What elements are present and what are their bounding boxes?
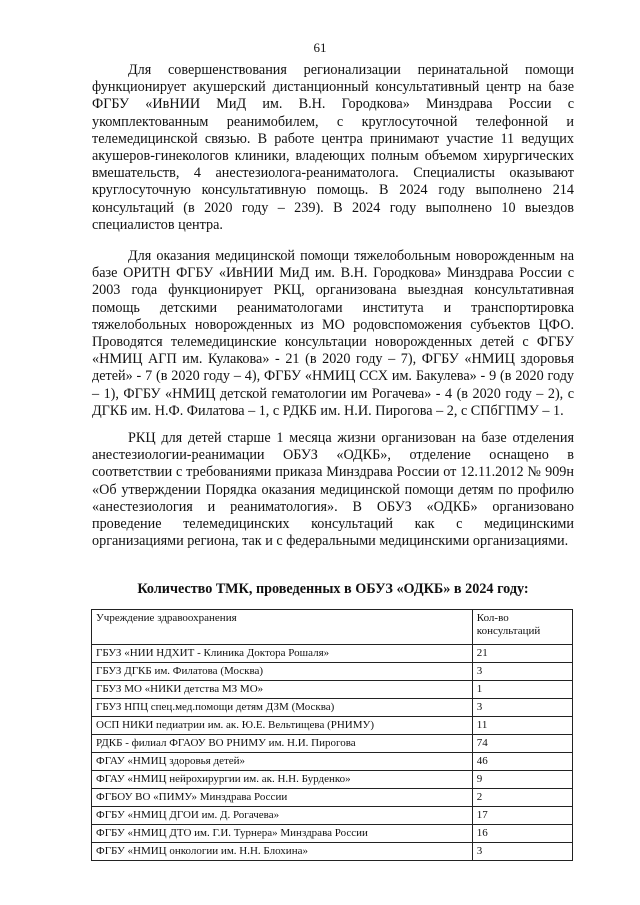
institution-cell: ФГАУ «НМИЦ здоровья детей» (92, 753, 473, 771)
count-cell: 2 (472, 789, 572, 807)
count-cell: 17 (472, 807, 572, 825)
table-row (92, 663, 573, 681)
table-row (92, 735, 573, 753)
table-row (92, 645, 573, 663)
count-cell: 16 (472, 825, 572, 843)
institution-cell: ФГБУ «НМИЦ ДГОИ им. Д. Рогачева» (92, 807, 473, 825)
header-institution: Учреждение здравоохранения (92, 610, 473, 645)
table-title: Количество ТМК, проведенных в ОБУЗ «ОДКБ» в 2024 году: (137, 581, 529, 597)
count-cell: 1 (472, 681, 572, 699)
count-cell: 46 (472, 753, 572, 771)
count-cell: 3 (472, 663, 572, 681)
institution-cell: ФГБОУ ВО «ПИМУ» Минздрава России (92, 789, 473, 807)
paragraph-text: Для совершенствования регионализации перинатальной помощи функционирует акушерский дистанционный консультативный центр на базе ФГБУ «ИвНИИ МиД им. В.Н. Городкова» Минздрава России с укомплектованным реанимобилем, с круглосуточной телефонной и телемедицинской связью. В работе центра принимают участие 11 ведущих акушеров-гинекологов клиники, владеющих полным объемом хирургических вмешательств, 4 анестезиолога-реаниматолога. Специалисты оказывают круглосуточную консультативную помощь. В 2024 году выполнено 214 консультаций (в 2020 году – 239). В 2024 году выполнено 10 выездов специалистов центра. (92, 62, 574, 233)
table-row (92, 717, 573, 735)
institution-cell: ФГБУ «НМИЦ онкологии им. Н.Н. Блохина» (92, 843, 473, 861)
institution-cell: РДКБ - филиал ФГАОУ ВО РНИМУ им. Н.И. Пирогова (92, 735, 473, 753)
institution-cell: ГБУЗ ДГКБ им. Филатова (Москва) (92, 663, 473, 681)
table-row (92, 789, 573, 807)
paragraph-2 (92, 248, 574, 420)
count-cell: 9 (472, 771, 572, 789)
count-cell: 74 (472, 735, 572, 753)
page-number: 61 (313, 40, 327, 55)
header-count: Кол-во консультаций (472, 610, 572, 645)
table-header-row (92, 610, 573, 645)
table-row (92, 771, 573, 789)
paragraph-1 (92, 62, 574, 234)
paragraph-3 (92, 430, 574, 550)
table-row (92, 807, 573, 825)
count-cell: 11 (472, 717, 572, 735)
table-row (92, 843, 573, 861)
count-cell: 21 (472, 645, 572, 663)
tmk-table (91, 609, 573, 861)
institution-cell: ФГАУ «НМИЦ нейрохирургии им. ак. Н.Н. Бурденко» (92, 771, 473, 789)
table-row (92, 753, 573, 771)
institution-cell: ФГБУ «НМИЦ ДТО им. Г.И. Турнера» Минздрава России (92, 825, 473, 843)
table-row (92, 681, 573, 699)
institution-cell: ГБУЗ МО «НИКИ детства МЗ МО» (92, 681, 473, 699)
paragraph-text: РКЦ для детей старше 1 месяца жизни организован на базе отделения анестезиологии-реанимации ОБУЗ «ОДКБ», отделение оснащено в соответствии с требованиями приказа Минздрава России от 12.11.2012 № 909н «Об утверждении Порядка оказания медицинской помощи детям по профилю «анестезиология и реаниматология». В ОБУЗ «ОДКБ» организовано проведение телемедицинских консультаций как с медицинскими организациями региона, так и с федеральными медицинскими организациями. (92, 430, 574, 550)
table-row (92, 699, 573, 717)
institution-cell: ГБУЗ НПЦ спец.мед.помощи детям ДЗМ (Москва) (92, 699, 473, 717)
institution-cell: ГБУЗ «НИИ НДХИТ - Клиника Доктора Рошаля» (92, 645, 473, 663)
paragraph-text: Для оказания медицинской помощи тяжелобольным новорожденным на базе ОРИТН ФГБУ «ИвНИИ МиД им. В.Н. Городкова» Минздрава России с 2003 года функционирует РКЦ, организована выездная консультативная помощь детскими реаниматологами института и транспортировка тяжелобольных новорожденных из МО родовспоможения субъектов ЦФО. Проводятся телемедицинские консультации новорожденных детей с ФГБУ «НМИЦ АГП им. Кулакова» - 21 (в 2020 году – 7), ФГБУ «НМИЦ здоровья детей» - 7 (в 2020 году – 4), ФГБУ «НМИЦ ССХ им. Бакулева» - 9 (в 2020 году – 1), ФГБУ «НМИЦ детской гематологии им Рогачева» - 4 (в 2020 году – 2), с ДГКБ им. Н.Ф. Филатова – 1, с РДКБ им. Н.И. Пирогова – 2, с СПбГПМУ – 1. (92, 248, 574, 419)
count-cell: 3 (472, 843, 572, 861)
count-cell: 3 (472, 699, 572, 717)
table-row (92, 825, 573, 843)
institution-cell: ОСП НИКИ педиатрии им. ак. Ю.Е. Вельтищева (РНИМУ) (92, 717, 473, 735)
